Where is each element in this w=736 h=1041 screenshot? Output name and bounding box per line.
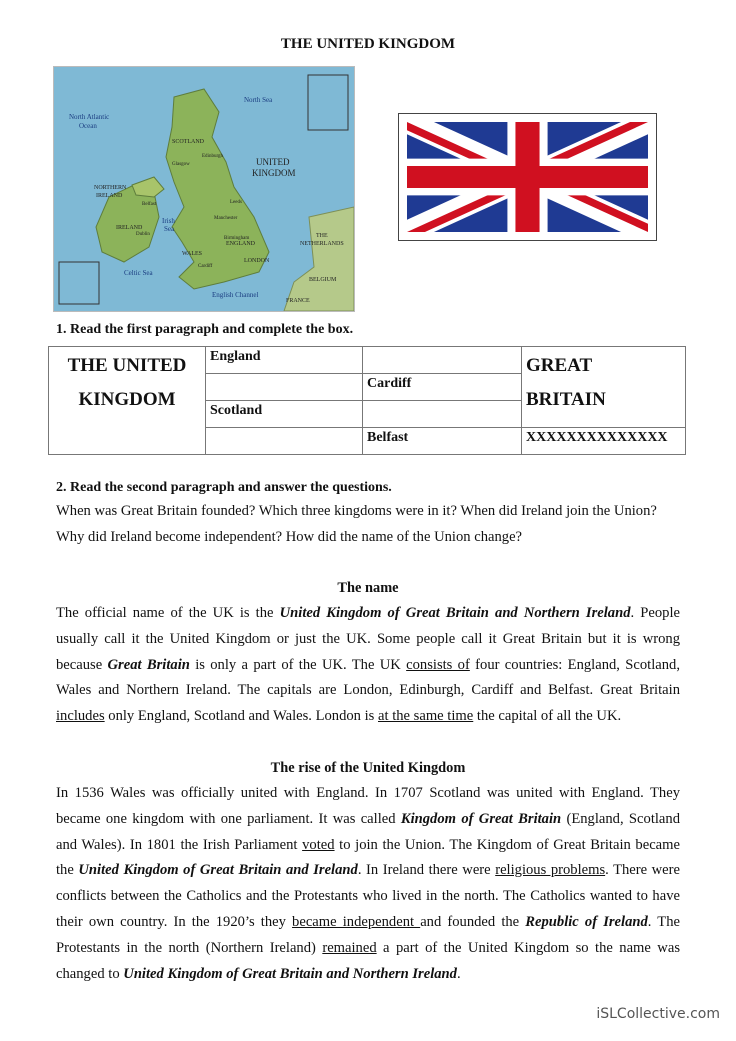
section-heading: The rise of the United Kingdom	[270, 760, 466, 776]
map-label: English Channel	[212, 291, 259, 299]
union-jack-flag-image	[398, 113, 657, 241]
table-cell	[206, 428, 363, 455]
question-2-text: When was Great Britain founded? Which three kingdoms were in it? When did Ireland join the Union? Why did Ireland become independent? How did the name of the Union change?	[56, 503, 657, 545]
box-title-line: THE UNITED	[67, 355, 187, 376]
table-cell: Belfast	[363, 428, 522, 455]
table-cell	[206, 374, 363, 401]
map-label: WALES	[182, 251, 202, 257]
box-title-line: BRITAIN	[526, 389, 606, 410]
table-cell: Scotland	[206, 401, 363, 428]
map-label: Ocean	[79, 122, 97, 130]
map-label: Dublin	[136, 232, 150, 237]
table-cell	[363, 347, 522, 374]
map-label: Edinburgh	[202, 154, 224, 159]
great-britain-cell	[522, 347, 686, 428]
map-label: Glasgow	[172, 162, 190, 167]
map-label: NORTHERN	[94, 185, 127, 191]
map-label: Birmingham	[224, 236, 250, 241]
box-title-line: KINGDOM	[78, 389, 176, 410]
question-1: 1. Read the first paragraph and complete the box.	[56, 322, 354, 337]
map-label: Cardiff	[198, 264, 213, 269]
united-kingdom-cell	[49, 347, 206, 455]
map-label: North Atlantic	[69, 113, 110, 121]
paragraph-name: The official name of the UK is the United Kingdom of Great Britain and Northern Ireland. People usually call it the United Kingdom or just the UK. Some people call it Great Britain but it is wrong because Great Britain is only a part of the UK. The UK consists of four countries: England, Scotland, Wales and Northern Ireland. The capitals are London, Edinburgh, Cardiff and Belfast. Great Britain includes only England, Scotland and Wales. London is at the same time the capital of all the UK.	[56, 605, 680, 725]
map-label: KINGDOM	[252, 168, 296, 178]
map-label: UNITED	[256, 157, 290, 167]
map-label: IRELAND	[96, 193, 123, 199]
map-label: NETHERLANDS	[300, 241, 344, 247]
map-label: FRANCE	[286, 298, 310, 304]
map-label: Leeds	[230, 200, 242, 205]
table-cell: England	[206, 347, 363, 374]
map-label: Belfast	[142, 202, 157, 207]
map-label: IRELAND	[116, 225, 143, 231]
map-label: BELGIUM	[309, 277, 337, 283]
box-title-line: GREAT	[526, 355, 593, 376]
question-2: 2. Read the second paragraph and answer the questions.	[56, 480, 392, 495]
uk-map-image	[53, 66, 355, 312]
map-label: Sea	[164, 225, 175, 233]
map-label: North Sea	[244, 96, 273, 104]
table-cell: XXXXXXXXXXXXXX	[522, 428, 686, 455]
table-cell: Cardiff	[363, 374, 522, 401]
map-label: Manchester	[214, 216, 238, 221]
table-cell	[363, 401, 522, 428]
map-label: SCOTLAND	[172, 139, 205, 145]
map-label: ENGLAND	[226, 241, 255, 247]
map-label: Celtic Sea	[124, 269, 153, 277]
section-heading: The name	[337, 580, 399, 596]
watermark: iSLCollective.com	[596, 1006, 720, 1022]
page-title: THE UNITED KINGDOM	[280, 36, 456, 52]
map-label: LONDON	[244, 258, 270, 264]
paragraph-rise: In 1536 Wales was officially united with England. In 1707 Scotland was united with England. They became one kingdom with one parliament. It was called Kingdom of Great Britain (England, Scotland and Wales). In 1801 the Irish Parliament voted to join the Union. The Kingdom of Great Britain became the United Kingdom of Great Britain and Ireland. In Ireland there were religious problems. There were conflicts between the Catholics and the Protestants who lived in the north. The Catholics wanted to have their own country. In the 1920’s they became independent and founded the Republic of Ireland. The Protestants in the north (Northern Ireland) remained a part of the United Kingdom so the name was changed to United Kingdom of Great Britain and Northern Ireland.	[56, 785, 681, 982]
map-label: THE	[316, 233, 328, 239]
map-label: Irish	[162, 217, 175, 225]
complete-box-table	[48, 346, 686, 455]
